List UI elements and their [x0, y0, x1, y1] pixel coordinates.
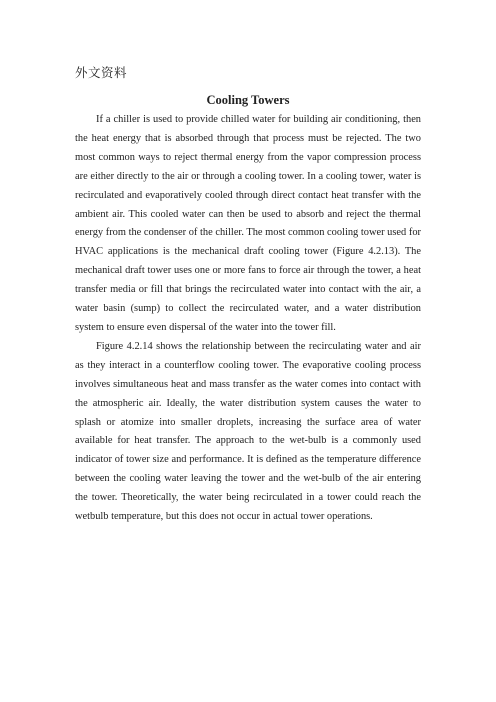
document-body	[75, 111, 421, 527]
document-title: Cooling Towers	[206, 93, 290, 107]
document-header-label: 外文资料	[75, 65, 128, 80]
paragraph-2: Figure 4.2.14 shows the relationship between the recirculating water and air as they interact in a counterflow cooling tower. The evaporative cooling process involves simultaneous heat and mass transfer as the water comes into contact with the atmospheric air. Ideally, the water distribution system causes the water to splash or atomize into smaller droplets, increasing the surface area of water available for heat transfer. The approach to the wet-bulb is a commonly used indicator of tower size and performance. It is defined as the temperature difference between the cooling water leaving the tower and the wet-bulb of the air entering the tower. Theoretically, the water being recirculated in a tower could reach the wetbulb temperature, but this does not occur in actual tower operations.	[75, 340, 421, 523]
paragraph-1: If a chiller is used to provide chilled water for building air conditioning, then the heat energy that is absorbed through that process must be rejected. The two most common ways to reject thermal energy from the vapor compression process are either directly to the air or through a cooling tower. In a cooling tower, water is recirculated and evaporatively cooled through direct contact heat transfer with the ambient air. This cooled water can then be used to absorb and reject the thermal energy from the condenser of the chiller. The most common cooling tower used for HVAC applications is the mechanical draft cooling tower (Figure 4.2.13). The mechanical draft tower uses one or more fans to force air through the tower, a heat transfer media or fill that brings the recirculated water into contact with the air, a water basin (sump) to collect the recirculated water, and a water distribution system to ensure even dispersal of the water into the tower fill.	[75, 114, 421, 333]
